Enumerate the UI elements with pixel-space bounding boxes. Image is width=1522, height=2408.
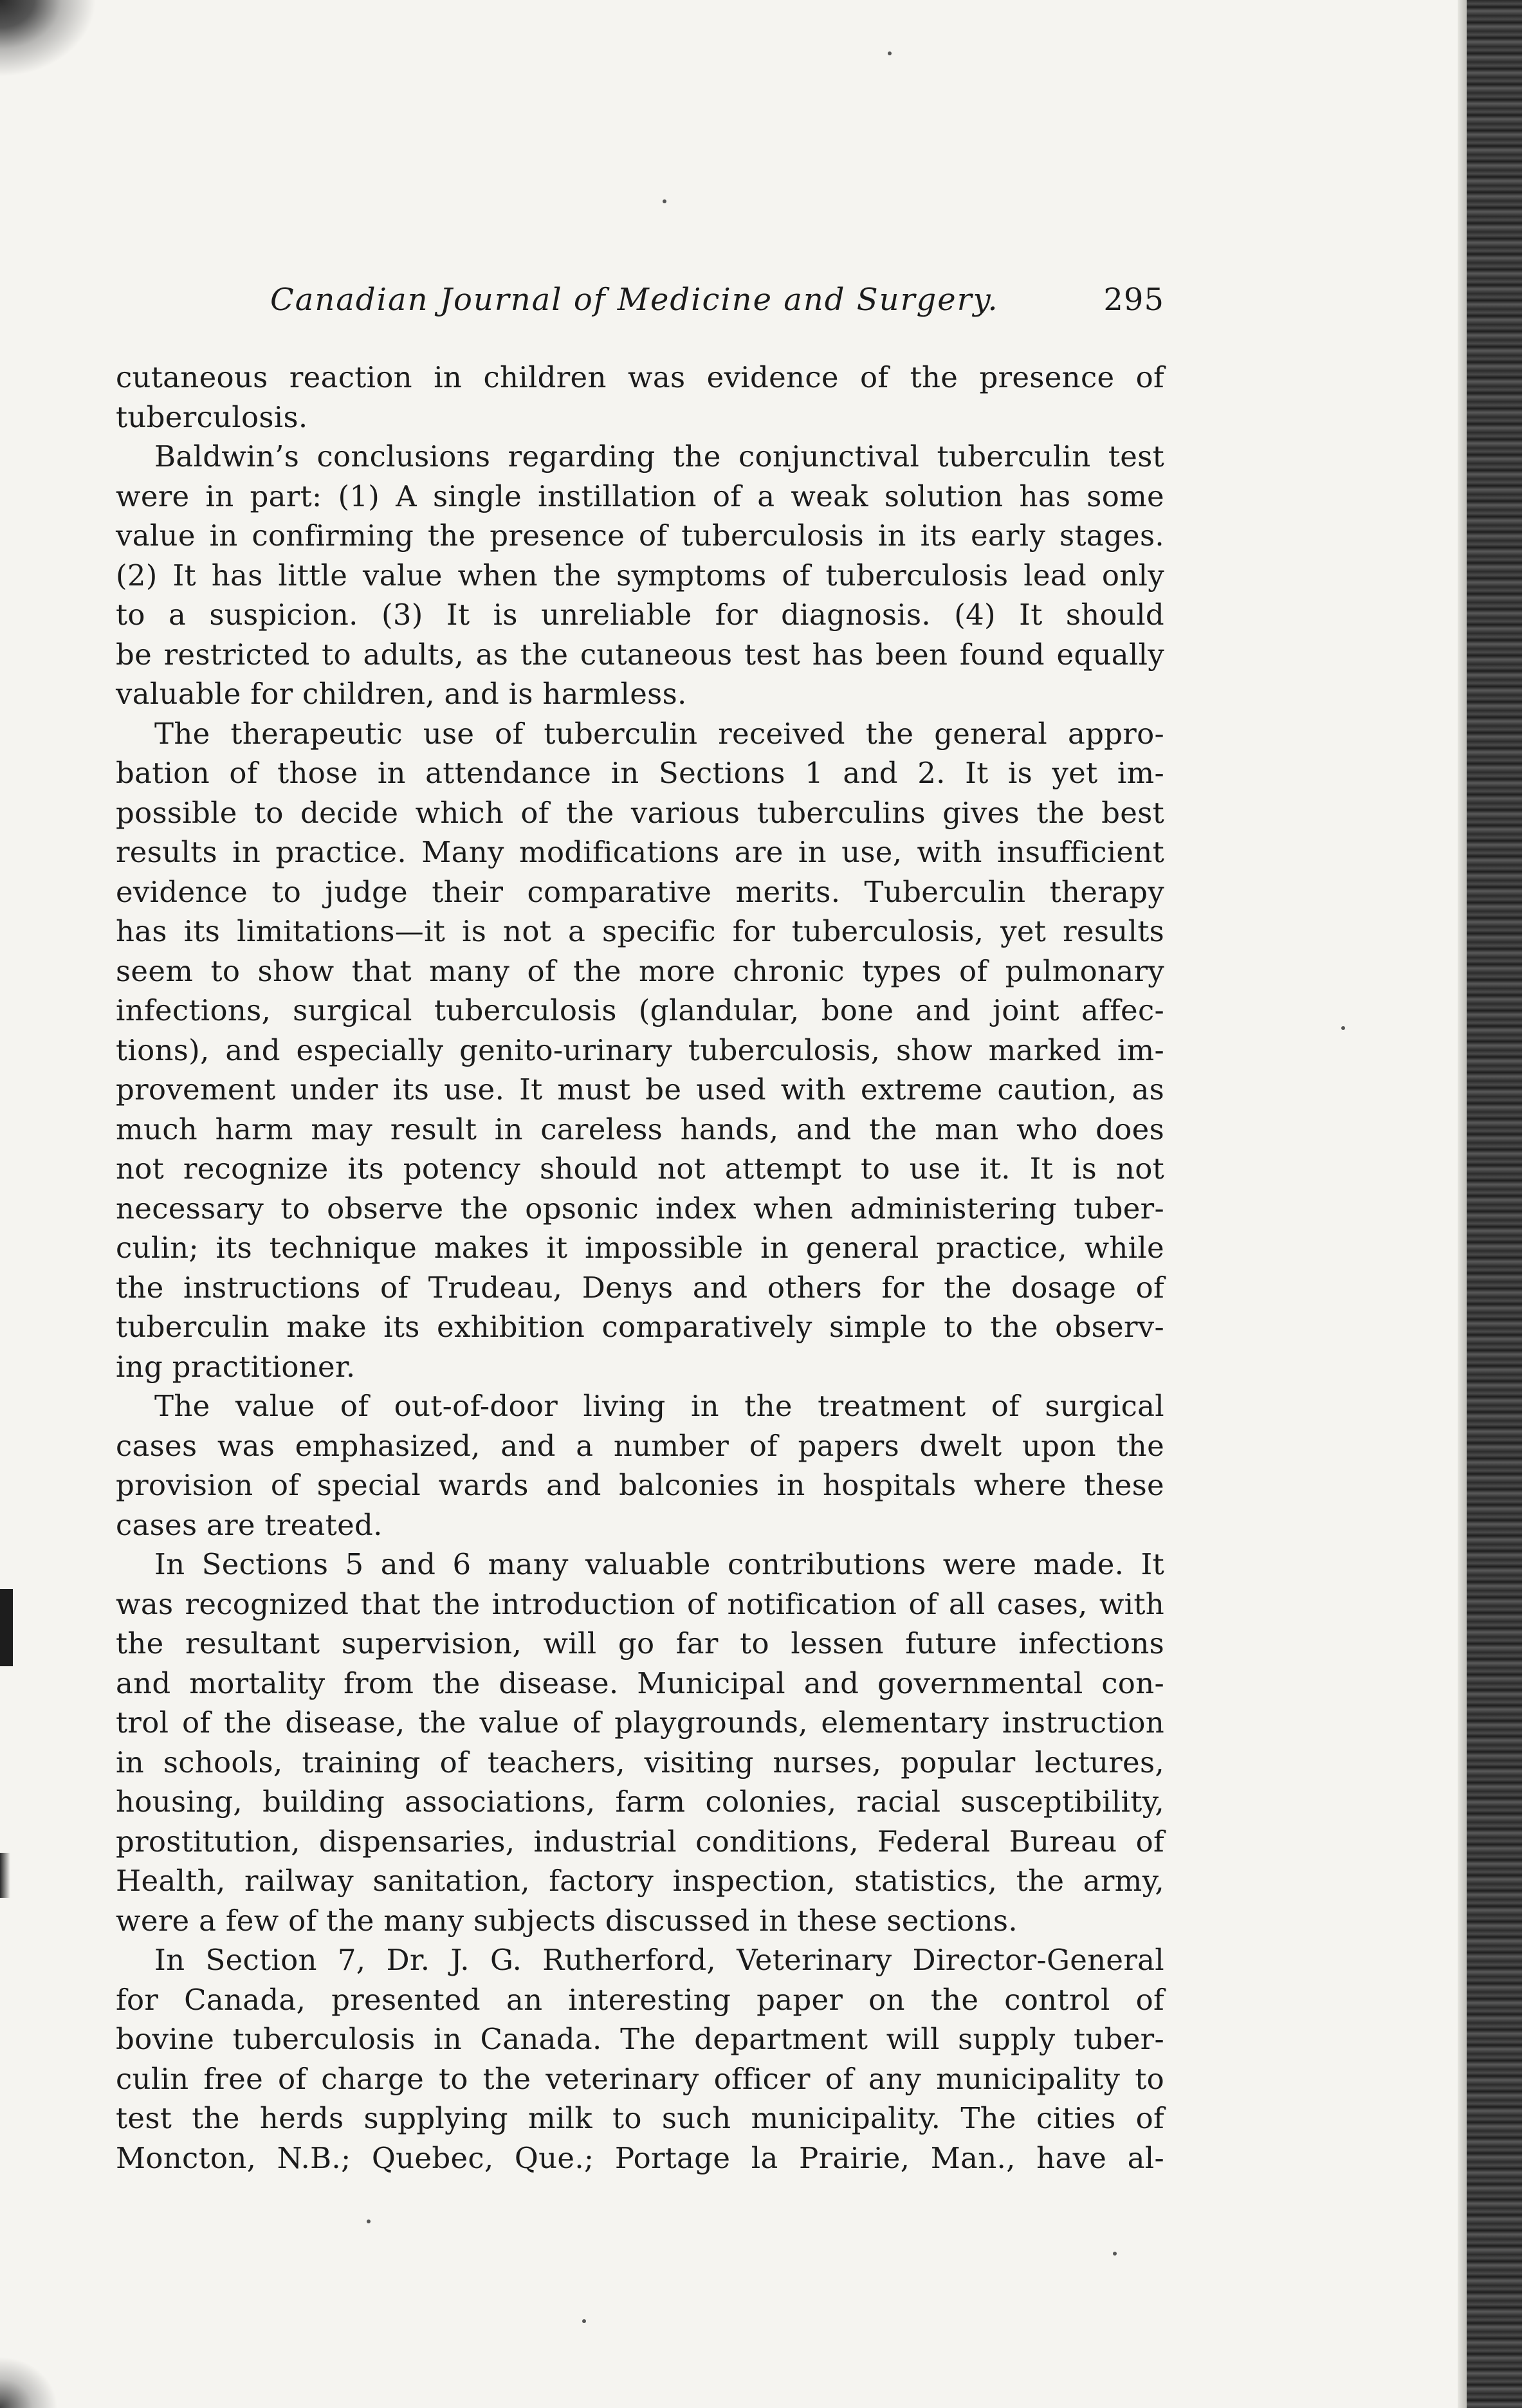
text-line: evidence to judge their comparative merits. Tuberculin therapy (116, 874, 1164, 909)
scan-smudge-top-left (0, 0, 96, 77)
text-line: culin free of charge to the veterinary officer of any municipality to (116, 2061, 1164, 2096)
text-line: was recognized that the introduction of notification of all cases, with (116, 1586, 1164, 1621)
text-line: ing practitioner. (116, 1349, 356, 1384)
text-line: trol of the disease, the value of playgrounds, elementary instruction (116, 1705, 1164, 1740)
text-line: in schools, training of teachers, visiting nurses, popular lectures, (116, 1745, 1164, 1779)
page-number: 295 (1103, 282, 1164, 318)
article-body (116, 358, 1164, 2178)
text-line: has its limitations—it is not a specific for tuberculosis, yet results (116, 914, 1164, 948)
text-line: tions), and especially genito-urinary tuberculosis, show marked im- (116, 1033, 1164, 1067)
text-line: be restricted to adults, as the cutaneous test has been found equally (116, 637, 1164, 672)
scan-edge-notch (0, 1853, 10, 1898)
text-line: provision of special wards and balconies in hospitals where these (116, 1468, 1164, 1502)
text-line: possible to decide which of the various tuberculins gives the best (116, 795, 1164, 830)
text-line: not recognize its potency should not attempt to use it. It is not (116, 1152, 1164, 1186)
running-head (116, 282, 1164, 333)
speck (663, 199, 666, 203)
text-line: Baldwin’s conclusions regarding the conjunctival tuberculin test (154, 439, 1164, 473)
text-line: (2) It has little value when the symptoms of tuberculosis lead only (116, 558, 1164, 593)
text-line: housing, building associations, farm colonies, racial susceptibility, (116, 1785, 1164, 1819)
text-line: were in part: (1) A single instillation of a weak solution has some (116, 479, 1164, 513)
text-line: tuberculosis. (116, 400, 308, 434)
text-line: Moncton, N.B.; Quebec, Que.; Portage la Prairie, Man., have al- (116, 2140, 1164, 2175)
scan-edge-mark (0, 1589, 13, 1666)
text-line: value in confirming the presence of tuberculosis in its early stages. (116, 519, 1164, 553)
text-line: necessary to observe the opsonic index when administering tuber- (116, 1191, 1164, 1226)
text-line: valuable for children, and is harmless. (116, 677, 687, 711)
text-line: much harm may result in careless hands, and the man who does (116, 1112, 1164, 1146)
speck (367, 2220, 371, 2223)
text-line: for Canada, presented an interesting paper on the control of (116, 1982, 1164, 2017)
speck (1113, 2252, 1117, 2256)
text-line: cases are treated. (116, 1507, 383, 1542)
text-line: cutaneous reaction in children was evidence of the presence of (116, 360, 1164, 394)
text-line: Health, railway sanitation, factory inspection, statistics, the army, (116, 1864, 1164, 1898)
text-line: the instructions of Trudeau, Denys and others for the dosage of (116, 1270, 1164, 1305)
text-line: prostitution, dispensaries, industrial conditions, Federal Bureau of (116, 1824, 1164, 1859)
text-line: The therapeutic use of tuberculin received the general appro- (154, 716, 1164, 751)
text-line: test the herds supplying milk to such municipality. The cities of (116, 2101, 1164, 2135)
text-line: The value of out-of-door living in the treatment of surgical (154, 1389, 1164, 1423)
text-line: cases was emphasized, and a number of papers dwelt upon the (116, 1428, 1164, 1463)
text-line: bovine tuberculosis in Canada. The department will supply tuber- (116, 2022, 1164, 2056)
text-line: culin; its technique makes it impossible in general practice, while (116, 1231, 1164, 1265)
text-line: tuberculin make its exhibition comparatively simple to the observ- (116, 1310, 1164, 1344)
text-line: results in practice. Many modifications are in use, with insufficient (116, 835, 1164, 869)
text-line: bation of those in attendance in Sections 1 and 2. It is yet im- (116, 756, 1164, 790)
text-line: infections, surgical tuberculosis (glandular, bone and joint affec- (116, 993, 1164, 1027)
text-line: were a few of the many subjects discussed in these sections. (116, 1903, 1018, 1938)
text-line: the resultant supervision, will go far to lessen future infections (116, 1626, 1164, 1660)
text-line: In Section 7, Dr. J. G. Rutherford, Veterinary Director-General (154, 1943, 1164, 1977)
journal-title: Canadian Journal of Medicine and Surgery. (270, 282, 999, 318)
speck (888, 51, 892, 55)
book-binding-edge (1467, 0, 1522, 2408)
page-gutter-shadow (1458, 0, 1467, 2408)
speck (582, 2319, 586, 2323)
text-line: provement under its use. It must be used with extreme caution, as (116, 1072, 1164, 1107)
scan-smudge-bottom-left (0, 2357, 58, 2408)
text-line: to a suspicion. (3) It is unreliable for diagnosis. (4) It should (116, 598, 1164, 632)
speck (1341, 1026, 1345, 1030)
text-line: and mortality from the disease. Municipal and governmental con- (116, 1666, 1164, 1700)
text-line: In Sections 5 and 6 many valuable contributions were made. It (154, 1547, 1164, 1581)
text-line: seem to show that many of the more chronic types of pulmonary (116, 953, 1164, 988)
